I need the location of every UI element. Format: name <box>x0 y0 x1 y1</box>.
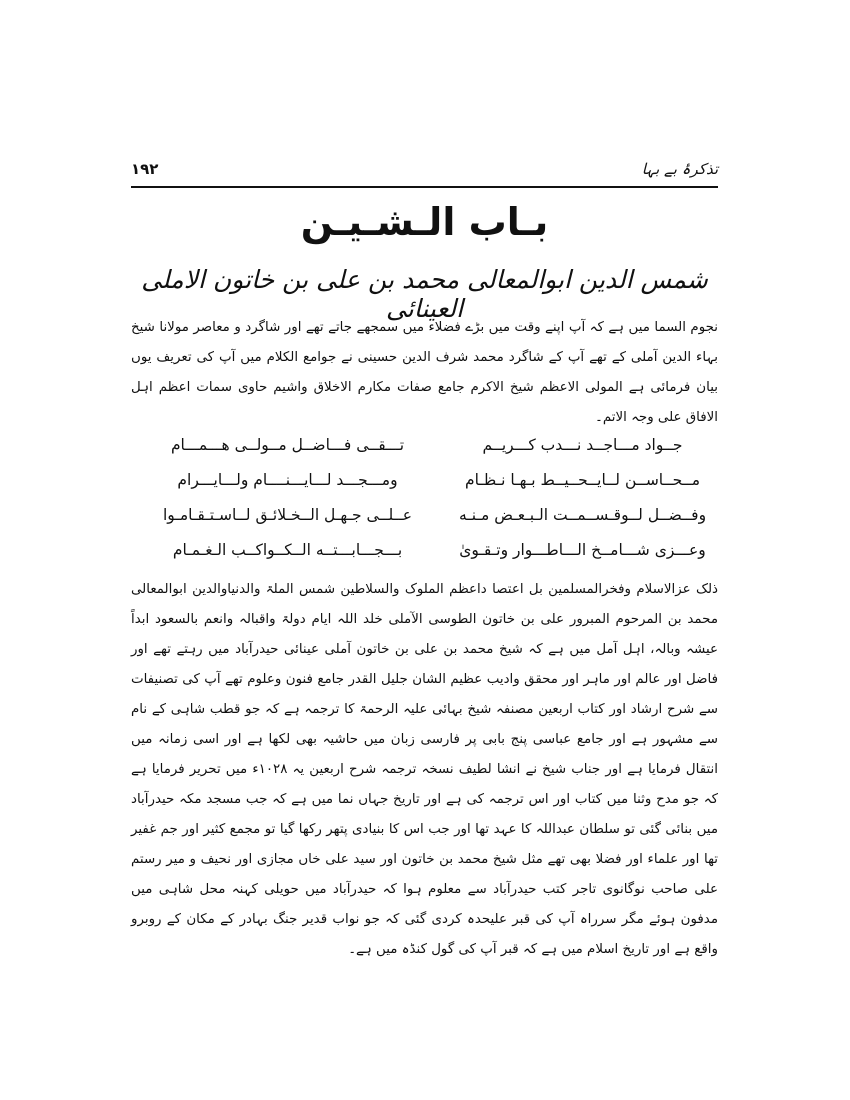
page-number: ۱۹۲ <box>131 160 159 178</box>
entry-title: شمس الدین ابوالمعالی محمد بن علی بن خاتون الاملی العینائی <box>141 265 708 323</box>
poem-couplet <box>160 498 710 533</box>
hemistich-second: عــلــى جـهـل الــخـلائـق لــاسـتـقـامـوا <box>162 506 412 524</box>
poem-couplet <box>160 428 710 463</box>
hemistich-first: جــواد مـــاجــد نـــدب كـــريــم <box>482 436 683 454</box>
hemistich-first: وفــضــل لــوقـســمــت الـبـعـض مـنـه <box>458 506 707 524</box>
header-rule <box>131 186 718 188</box>
hemistich-first: وعـــزى شـــامــخ الـــاطـــوار وتـقـوىٰ <box>459 541 706 559</box>
chapter-title: بـاب الـشـيـن <box>300 200 549 244</box>
poem-couplet <box>160 463 710 498</box>
running-title: تذکرۂ بے بہا <box>641 160 718 178</box>
hemistich-second: ومـــجـــد لـــايـــنــــام ولـــايـــرام <box>177 471 398 489</box>
hemistich-second: بـــجـــابـــتــه الــكــواكــب الـغـمـام <box>172 541 403 559</box>
poem <box>160 428 710 568</box>
hemistich-first: مــحــاســن لــايــحــيــط بـهـا نـظـام <box>464 471 701 489</box>
hemistich-second: تـــقــى فـــاضــل مــولــى هـــمـــام <box>170 436 405 454</box>
page-header <box>131 160 718 184</box>
poem-couplet <box>160 533 710 568</box>
paragraph-biography: ذلک عزالاسلام وفخرالمسلمین بل اعتصا داعظم الملوک والسلاطین شمس الملۃ والدنیاوالدین ابوالمعالی محمد بن المرحوم المبرور علی بن خاتون الطوسی الآملی خلد اللہ ایام دولۃ واقبالہ وانعم بالسعود ابداً عیشہ وبالہ، اہل آمل میں ہے کہ شیخ محمد بن علی بن خاتون آملی عینائی حیدرآباد میں رہتے تھے اور فاضل اور عالم اور ماہر اور محقق وادیب عظیم الشان جلیل القدر جامع فنون وعلوم تھے آپ کی تصنیفات سے شرح ارشاد اور کتاب اربعین مصنفہ شیخ بہائی علیہ الرحمۃ کا ترجمہ ہے کہ جو قطب شاہی کے نام سے مشہور ہے اور جامع عباسی پنج بابی پر فارسی زبان میں حاشیہ بھی لکھا ہے اور اسی زمانہ میں انتقال فرمایا ہے اور جناب شیخ نے انشا لطیف نسخہ ترجمہ شرح اربعین یہ ۱۰۲۸ء میں تحریر فرمایا ہے کہ جو مدح وثنا میں کتاب اور اس ترجمہ کی ہے اور تاریخ جہاں نما میں ہے کہ جب مسجد مکہ حیدرآباد میں بنائی گئی تو سلطان عبداللہ کا عہد تھا اور جب اس کا بنیادی پتھر رکھا گیا تو مجمع کثیر اور جم غفیر تھا اور علماء اور فضلا بھی تھے مثل شیخ محمد بن خاتون اور سید علی خاں مجازی اور نحیف و میر رستم علی صاحب نوگانوی تاجر کتب حیدرآباد سے معلوم ہوا کہ حیدرآباد میں حویلی کہنہ محل شاہی میں مدفون ہوئے مگر سرراہ آپ کی قبر علیحدہ کردی گئی کہ جو نواب قدیر جنگ بہادر کے مکان کے روبرو واقع ہے اور تاریخ اسلام میں ہے کہ قبر آپ کی گول کنڈہ میں ہے۔ <box>131 582 718 957</box>
paragraph-intro: نجوم السما میں ہے کہ آپ اپنے وقت میں بڑے فضلاء میں سمجھے جاتے تھے اور شاگرد و معاصر مولانا شیخ بہاء الدین آملی کے تھے آپ کے شاگرد محمد شرف الدین حسینی نے جوامع الکلام میں آپ کی تعریف یوں بیان فرمائی ہے المولی الاعظم شیخ الاکرم جامع صفات مکارم الاخلاق واشیم حاوی سمات اعظم اہل الافاق علی وجہ الاتم۔ <box>131 320 718 425</box>
